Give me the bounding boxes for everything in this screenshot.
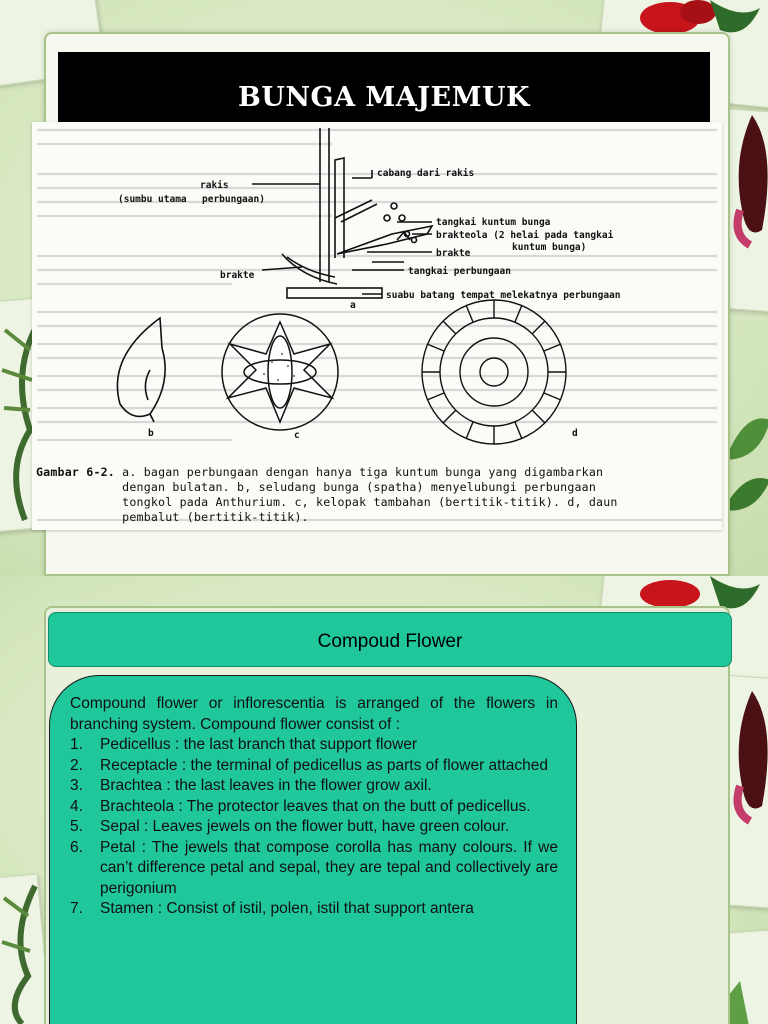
label-brakte-left: brakte bbox=[220, 270, 255, 281]
label-kuntum-bunga: kuntum bunga) bbox=[512, 242, 587, 253]
list-item bbox=[70, 776, 558, 797]
list-item bbox=[70, 735, 558, 756]
diagram-b-spathe bbox=[117, 318, 165, 422]
caption-line-4: pembalut (bertitik-titik). bbox=[36, 510, 309, 524]
intro-text: Compound flower or inflorescentia is arranged of the flowers in branching system. Compound flower consist of : bbox=[70, 695, 558, 733]
content-box bbox=[49, 675, 577, 1024]
faint-page-text bbox=[37, 130, 722, 520]
list-item-number: 3. bbox=[70, 777, 83, 794]
list-item-number: 2. bbox=[70, 756, 83, 774]
list-item-text: Pedicellus : the last branch that support flower bbox=[100, 736, 418, 753]
diagram-c-involucel bbox=[222, 314, 338, 430]
label-rakis: rakis bbox=[200, 180, 229, 191]
label-perbungaan: perbungaan) bbox=[202, 194, 265, 205]
label-letter-a: a bbox=[350, 300, 356, 311]
label-tangkai-perbungaan: tangkai perbungaan bbox=[408, 266, 511, 277]
list-item bbox=[70, 899, 558, 920]
label-suabu-batang: suabu batang tempat melekatnya perbungaan bbox=[386, 290, 621, 301]
caption-line-3: tongkol pada Anthurium. c, kelopak tambahan (bertitik-titik). d, daun bbox=[36, 495, 618, 509]
palm-leaf-icon-2 bbox=[0, 876, 50, 1024]
list-item-number: 1. bbox=[70, 736, 83, 753]
label-letter-c: c bbox=[294, 430, 300, 441]
figure-caption bbox=[36, 465, 716, 525]
slide-title: BUNGA MAJEMUK bbox=[237, 82, 531, 113]
list-item bbox=[70, 817, 558, 838]
caption-lead: Gambar 6-2. bbox=[36, 465, 115, 479]
list-item-text: Brachteola : The protector leaves that on the butt of pedicellus. bbox=[100, 797, 531, 815]
slide-2 bbox=[0, 576, 768, 1024]
list-item-number: 6. bbox=[70, 838, 83, 856]
label-letter-b: b bbox=[148, 428, 154, 439]
list-item-text: Receptacle : the terminal of pedicellus as parts of flower attached bbox=[100, 756, 549, 774]
scanned-figure bbox=[32, 122, 722, 530]
list-item bbox=[70, 838, 558, 900]
label-brakteola: brakteola (2 helai pada tangkai bbox=[436, 230, 614, 241]
list-item bbox=[70, 797, 558, 818]
caption-line-2: dengan bulatan. b, seludang bunga (spatha) menyelubungi perbungaan bbox=[36, 480, 597, 494]
label-tangkai-kuntum-bunga: tangkai kuntum bunga bbox=[436, 217, 551, 228]
label-brakte-right: brakte bbox=[436, 248, 471, 259]
list-item-number: 5. bbox=[70, 818, 83, 835]
label-cabang-dari-rakis: cabang dari rakis bbox=[377, 168, 475, 179]
label-letter-d: d bbox=[572, 428, 578, 439]
points-list bbox=[70, 735, 558, 920]
heading-box bbox=[48, 612, 732, 667]
caption-line-1: a. bagan perbungaan dengan hanya tiga kuntum bunga yang digambarkan bbox=[114, 465, 604, 479]
list-item-text: Sepal : Leaves jewels on the flower butt, have green colour. bbox=[100, 818, 510, 835]
label-sumbu-utama: (sumbu utama bbox=[118, 194, 187, 205]
diagram-a bbox=[252, 128, 432, 298]
title-bar bbox=[58, 52, 710, 122]
list-item-text: Petal : The jewels that compose corolla has many colours. If we can’t difference petal and sepal, they are tepal and collectively are perigonium bbox=[100, 838, 558, 897]
slide-heading: Compoud Flower bbox=[317, 631, 463, 652]
list-item bbox=[70, 756, 558, 777]
list-item-number: 7. bbox=[70, 900, 83, 917]
list-item-number: 4. bbox=[70, 797, 83, 815]
list-item-text: Stamen : Consist of istil, polen, istil that support antera bbox=[100, 900, 474, 917]
list-item-text: Brachtea : the last leaves in the flower grow axil. bbox=[100, 777, 432, 794]
